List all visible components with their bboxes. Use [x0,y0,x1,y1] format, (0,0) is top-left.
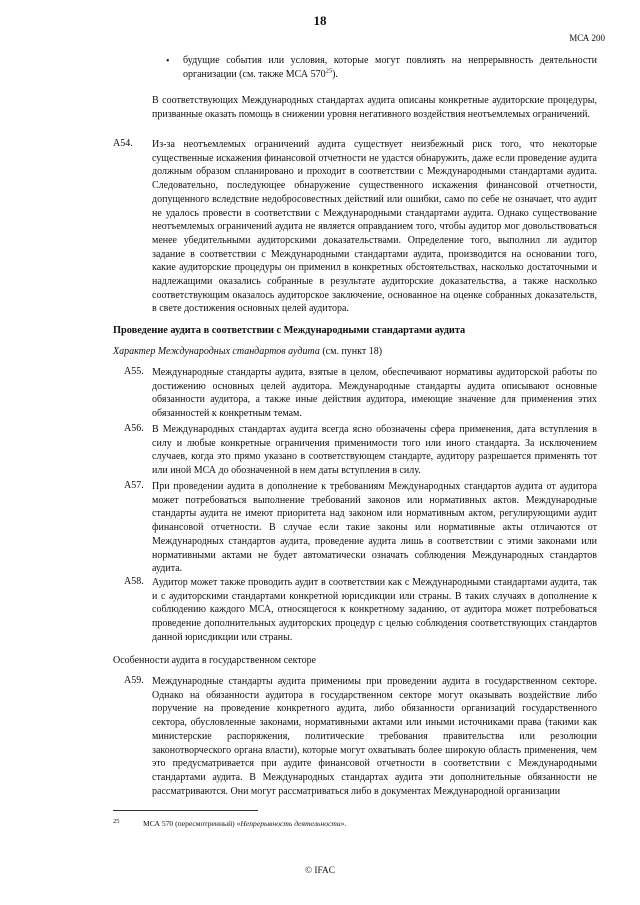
subsection-ref: (см. пункт 18) [322,346,383,357]
footnote-end: ». [340,819,347,828]
paragraph-label-a59: A59. [124,675,144,686]
bullet-item [183,54,597,81]
paragraph-a56: В Международных стандартах аудита всегда ясно обозначены сфера применения, дата вступления в силу и любые конкретные ограничения применимости того или иного стандарта. За исключением случаев, когда это прямо указано в соответствующем стандарте, аудитору разрешается применять тот или иной МСА до обозначенной в нем даты вступления в силу. [152,424,597,477]
public-sector-heading: Особенности аудита в государственном секторе [113,655,317,666]
section-heading: Проведение аудита в соответствии с Международными стандартами аудита [113,325,466,336]
bullet-end: ). [332,68,338,80]
paragraph-label-a58: A58. [124,576,144,587]
paragraph-a58: Аудитор может также проводить аудит в соответствии как с Международными стандартами аудита, так и с аудиторскими стандартами конкретной юрисдикции или страны. В таких случаях в дополнение к соблюдению каждого МСА, относящегося к конкретному заданию, от аудитора может потребоваться проведение дополнительных аудиторских процедур с целью соблюдения соответствующих стандартов данной юрисдикции или страны. [152,577,597,643]
paragraph-label-a56: A56. [124,423,144,434]
footnote-text [143,819,346,828]
copyright-footer: © IFAC [305,866,335,876]
subsection-heading [113,346,382,357]
intro-paragraph: В соответствующих Международных стандартах аудита описаны конкретные аудиторские процедуры, призванные оказать помощь в снижении уровня негативного воздействия неотъемлемых ограничений. [152,95,597,120]
footnote-divider [113,810,258,811]
paragraph-a57: При проведении аудита в дополнение к требованиям Международных стандартов аудита от аудитора может потребоваться выполнение требований законов или нормативных актов. Международные стандарты аудита не имеют приоритета над законом или нормативным актом, регулирующими аудит финансовой отчетности. В случае если такие законы или нормативные акты отличаются от Международных стандартов аудита, проведение аудита лишь в соответствии с этими законами или нормативными актами не будет автоматически означать соблюдения Международных стандартов аудита. [152,481,597,575]
footnote-prefix: МСА 570 (пересмотренный) « [143,819,241,828]
paragraph-a59: Международные стандарты аудита применимы при проведении аудита в государственном секторе. Однако на обязанности аудитора в государственном секторе могут оказывать воздействие либо поручение на проведение конкретного аудита, либо обязанности организаций государственного сектора, обусловленные законами, нормативными актами или иными источниками права (такими как министерские распоряжения, политические требования правительства или резолюции законотворческого органа власти), которые могут охватывать более широкую область применения, чем это предусматривается при аудите финансовой отчетности в соответствии с Международными стандартами аудита. В Международных стандартах аудита эти дополнительные обязанности не рассматриваются. Они могут рассматриваться либо в документах Международной организации [152,676,597,797]
paragraph-a54: Из-за неотъемлемых ограничений аудита существует неизбежный риск того, что некоторые существенные искажения финансовой отчетности не удастся обнаружить, даже если проведение аудита должным образом спланировано и проходит в соответствии с Международными стандартами аудита. Следовательно, последующее обнаружение существенного искажения финансовой отчетности, допущенного вследствие недобросовестных действий или ошибки, само по себе не означает, что аудит не удалось провести в соответствии с Международными стандартами аудита. Однако существование неотъемлемых ограничений аудита не является оправданием того, чтобы аудитор мог довольствоваться менее убедительными аудиторскими доказательствами. Определение того, выполнил ли аудитор задание в соответствии с Международными стандартами аудита, производится на основании того, какие аудиторские процедуры он применил в конкретных обстоятельствах, насколько достаточными и надлежащими оказались собранные в результате аудиторские доказательства, а также насколько соответствующим оказалось аудиторское заключение, основанное на оценке собранных доказательств, в свете достижения основных целей аудитора. [152,139,597,315]
page-number: 18 [313,13,327,28]
subsection-title: Характер Международных стандартов аудита [113,346,320,357]
bullet-text: будущие события или условия, которые могут повлиять на непрерывность деятельности организации (см. также МСА 570 [183,55,597,80]
bullet-marker: • [166,56,170,67]
standard-label: МСА 200 [569,33,605,43]
footnote-title: Непрерывность деятельности [240,819,341,828]
paragraph-label-a57: A57. [124,480,144,491]
footnote-ref: 25 [325,67,333,75]
paragraph-label-a55: A55. [124,366,144,377]
paragraph-a55: Международные стандарты аудита, взятые в целом, обеспечивают нормативы аудиторской работы по достижению основных целей аудитора. Международные стандарты аудита описывают основные обязанности аудитора, а также иные действия аудитора, имеющие значение для применения этих обязанностей к конкретным темам. [152,367,597,420]
footnote-number: 25 [113,818,120,825]
paragraph-label-a54: A54. [113,138,133,149]
